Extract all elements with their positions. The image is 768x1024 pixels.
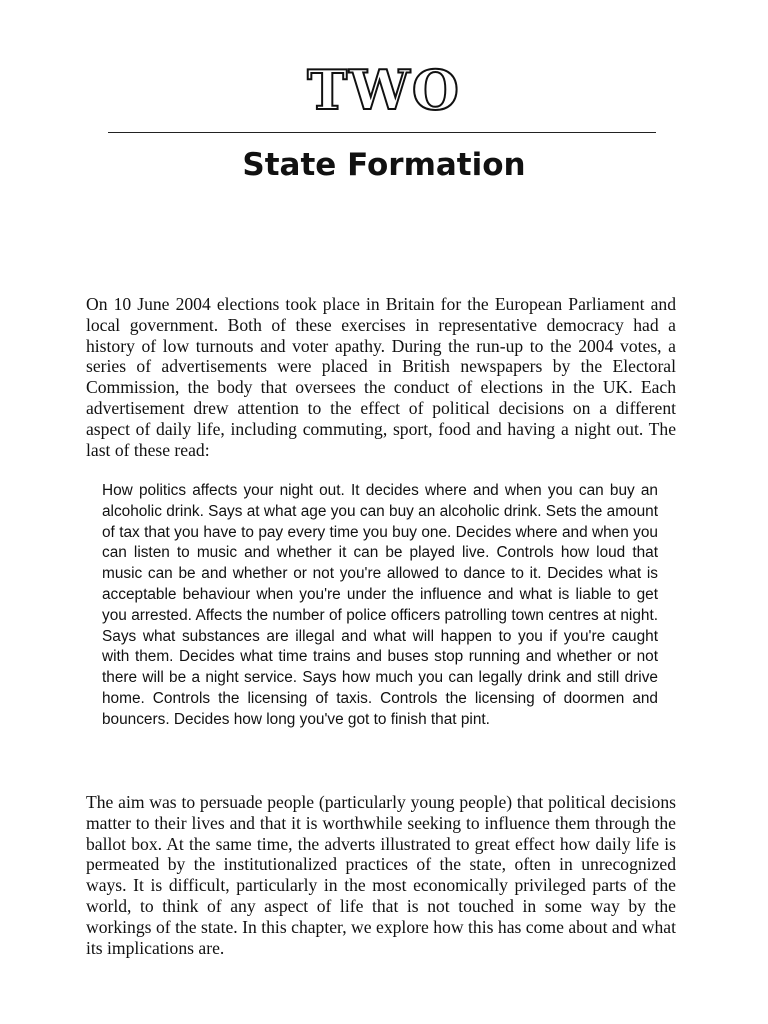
chapter-number: TWO bbox=[307, 58, 461, 122]
intro-paragraph: On 10 June 2004 elections took place in Britain for the European Parliament and local government. Both of these exercises in representative democracy had a history of low turnouts and voter apathy. During the run-up to the 2004 votes, a series of advertisements were placed in British newspapers by the Electoral Commission, the body that oversees the conduct of elections in the UK. Each advertisement drew attention to the effect of political decisions on a different aspect of daily life, including commuting, sport, food and having a night out. The last of these read: bbox=[86, 294, 676, 460]
advertisement-quote: How politics affects your night out. It decides where and when you can buy an alcoholic drink. Says at what age you can buy an alcoholic drink. Sets the amount of tax that you have to pay every time you buy one. Decides where and when you can listen to music and whether it can be played live. Controls how loud that music can be and whether or not you're allowed to dance to it. Decides what is acceptable behaviour when you're under the influence and what is liable to get you arrested. Affects the number of police officers patrolling town centres at night. Says what substances are illegal and what will happen to you if you're caught with them. Decides what time trains and buses stop running and whether or not there will be a night service. Says how much you can legally drink and still drive home. Controls the licensing of taxis. Controls the licensing of doormen and bouncers. Decides how long you've got to finish that pint. bbox=[102, 482, 658, 728]
chapter-divider bbox=[108, 132, 656, 133]
closing-paragraph: The aim was to persuade people (particularly young people) that political decisions matter to their lives and that it is worthwhile seeking to influence them through the ballot box. At the same time, the adverts illustrated to great effect how daily life is permeated by the institutionalized practices of the state, often in unrecognized ways. It is difficult, particularly in the most economically privileged parts of the world, to think of any aspect of life that is not touched in some way by the workings of the state. In this chapter, we explore how this has come about and what its implications are. bbox=[86, 792, 676, 958]
chapter-title: State Formation bbox=[242, 147, 526, 183]
